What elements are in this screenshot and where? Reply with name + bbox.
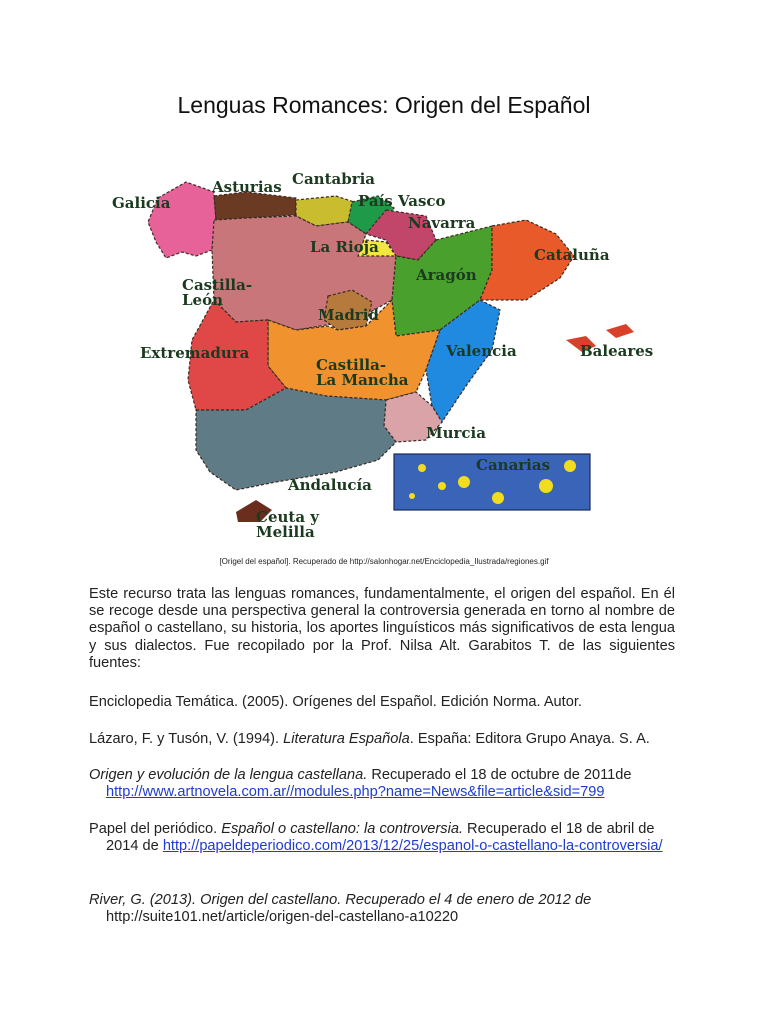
intro-paragraph: Este recurso trata las lenguas romances, fundamentalmente, el origen del español. En él se recoge desde una perspectiva general la controversia generada en torno al nombre de español o castellano, su historia, los aportes linguísticos más significativos de esta lengua y sus dialectos. Fue recopilado por la Prof. Nilsa Alt. Garabitos T. de las siguientes fuentes:	[89, 586, 675, 671]
reference-4-retrieved: Recuperado el 18 de abril de 2014 de	[106, 821, 655, 855]
label-extremadura: Extremadura	[140, 344, 250, 362]
label-asturias: Asturias	[212, 178, 282, 196]
label-pais-vasco: País Vasco	[358, 192, 446, 210]
spain-regions-map	[96, 160, 676, 550]
reference-4-source: Papel del periódico.	[89, 821, 222, 837]
island-1	[418, 464, 426, 472]
reference-2	[89, 731, 679, 748]
label-aragon: Aragón	[416, 266, 477, 284]
label-murcia: Murcia	[426, 424, 486, 442]
reference-3-title: Origen y evolución de la lengua castellana.	[89, 767, 368, 783]
reference-4-link[interactable]: http://papeldeperiodico.com/2013/12/25/espanol-o-castellano-la-controversia/	[162, 838, 663, 855]
label-galicia: Galicia	[112, 194, 171, 212]
island-3	[438, 482, 446, 490]
reference-2-publisher: . España: Editora Grupo Anaya. S. A.	[409, 731, 650, 747]
page-title: Lenguas Romances: Origen del Español	[177, 92, 591, 118]
label-castilla-mancha-1: Castilla-	[316, 356, 387, 374]
label-canarias: Canarias	[476, 456, 551, 474]
label-madrid: Madrid	[318, 306, 379, 324]
reference-5-url: http://suite101.net/article/origen-del-castellano-a10220	[106, 909, 459, 926]
reference-4	[89, 821, 679, 855]
island-4	[458, 476, 470, 488]
island-7	[564, 460, 576, 472]
label-cataluna: Cataluña	[534, 246, 610, 264]
region-asturias	[214, 192, 296, 220]
label-baleares: Baleares	[580, 342, 654, 360]
label-ceuta-1: Ceuta y	[256, 508, 319, 526]
island-5	[492, 492, 504, 504]
reference-3	[89, 767, 679, 801]
reference-3-link[interactable]: http://www.artnovela.com.ar//modules.php?name=News&file=article&sid=799	[106, 784, 605, 801]
reference-1-text: Enciclopedia Temática. (2005). Orígenes del Español. Edición Norma. Autor.	[89, 694, 582, 710]
label-la-rioja: La Rioja	[310, 238, 379, 256]
label-navarra: Navarra	[408, 214, 476, 232]
label-andalucia: Andalucía	[288, 476, 372, 494]
island-2	[409, 493, 415, 499]
label-castilla-leon-2: León	[182, 291, 224, 309]
reference-3-retrieved: Recuperado el 18 de octubre de 2011de	[367, 767, 632, 783]
reference-2-title: Literatura Española	[283, 731, 410, 747]
label-valencia: Valencia	[446, 342, 517, 360]
label-ceuta-2: Melilla	[256, 523, 315, 541]
map-svg	[96, 160, 676, 550]
figure-caption: [Origel del español]. Recuperado de http://salonhogar.net/Enciclopedia_Ilustrada/regiones.gif	[219, 557, 549, 566]
reference-5	[89, 892, 679, 926]
reference-2-author: Lázaro, F. y Tusón, V. (1994).	[89, 731, 284, 747]
reference-5-citation: River, G. (2013). Origen del castellano. Recuperado el 4 de enero de 2012 de	[89, 892, 592, 908]
island-6	[539, 479, 553, 493]
label-cantabria: Cantabria	[292, 170, 376, 188]
reference-4-title: Español o castellano: la controversia.	[221, 821, 463, 837]
label-castilla-leon-1: Castilla-	[182, 276, 253, 294]
reference-1	[89, 694, 679, 711]
label-castilla-mancha-2: La Mancha	[316, 371, 409, 389]
